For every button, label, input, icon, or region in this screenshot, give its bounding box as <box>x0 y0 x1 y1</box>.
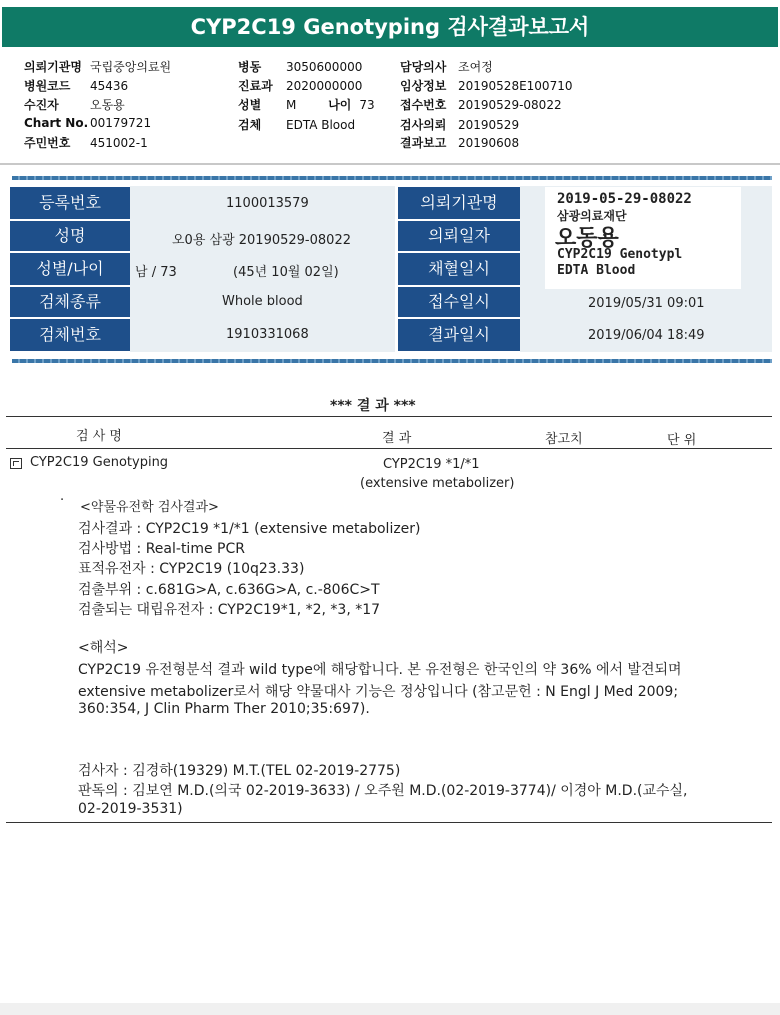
header-value: 45436 <box>90 79 129 93</box>
sex-age-value: 남 / 73 <box>135 265 177 280</box>
header-label: 접수번호 <box>400 98 447 112</box>
header-row <box>24 134 148 151</box>
sticker-line: 삼광의료재단 <box>557 209 627 223</box>
staff-line: 02-2019-3531) <box>78 801 183 817</box>
info-label: 채혈일시 <box>398 253 520 285</box>
header-value: 20190608 <box>458 136 520 150</box>
info-label: 성별/나이 <box>10 253 130 285</box>
header-row <box>400 116 519 133</box>
header-value: 국립중앙의료원 <box>90 60 172 74</box>
divider <box>6 416 772 417</box>
column-header-name: 검 사 명 <box>76 429 122 444</box>
column-header-unit: 단 위 <box>667 433 697 448</box>
info-label: 의뢰일자 <box>398 221 520 251</box>
info-value: 오0용 삼광 20190529-08022 <box>172 233 351 248</box>
info-label: 등록번호 <box>10 187 130 219</box>
detail-line: 검사결과 : CYP2C19 *1/*1 (extensive metabolizer) <box>78 521 421 537</box>
divider <box>12 176 772 180</box>
header-row <box>238 58 362 75</box>
divider <box>6 448 772 449</box>
info-label: 의뢰기관명 <box>398 187 520 219</box>
header-row <box>24 116 151 130</box>
interpretation-line: CYP2C19 유전형분석 결과 wild type에 해당합니다. 본 유전형은 한국인의 약 36% 에서 발견되며 <box>78 662 682 678</box>
info-label: 검체종류 <box>10 287 130 317</box>
age-label: 나이 <box>328 98 352 112</box>
header-value: M <box>286 98 297 112</box>
result-phenotype: (extensive metabolizer) <box>360 476 515 491</box>
info-label: 접수일시 <box>398 287 520 317</box>
header-row <box>238 77 362 94</box>
column-header-result: 결 과 <box>382 431 412 446</box>
header-label: 진료과 <box>238 79 273 93</box>
result-value: CYP2C19 *1/*1 <box>383 457 480 472</box>
header-label: 검체 <box>238 118 262 132</box>
header-label: 주민번호 <box>24 136 71 150</box>
header-label: 성별 <box>238 98 262 112</box>
report-title: CYP2C19 Genotyping 검사결과보고서 <box>2 7 778 47</box>
header-label: 담당의사 <box>400 60 447 74</box>
results-heading: *** 결 과 *** <box>330 398 416 414</box>
detail-line: 검출되는 대립유전자 : CYP2C19*1, *2, *3, *17 <box>78 602 381 618</box>
sticker-line: 2019-05-29-08022 <box>557 191 692 207</box>
column-header-reference: 참고치 <box>545 432 583 447</box>
header-label: 수진자 <box>24 98 59 112</box>
header-value: 20190529 <box>458 118 520 132</box>
header-value: 00179721 <box>90 116 152 130</box>
page-footer-band <box>0 1003 780 1015</box>
header-row <box>24 96 125 113</box>
header-value: 20190529-08022 <box>458 98 562 112</box>
divider <box>6 822 772 823</box>
header-label: 결과보고 <box>400 136 447 150</box>
test-name: CYP2C19 Genotyping <box>30 455 169 470</box>
header-label: 의뢰기관명 <box>24 60 82 74</box>
info-value: (45년 10월 02일) <box>233 265 339 280</box>
staff-line: 판독의 : 김보연 M.D.(의국 02-2019-3633) / 오주원 M.D.(02-2019-3774)/ 이경아 M.D.(교수실, <box>78 783 688 799</box>
header-row <box>400 134 519 151</box>
header-value: 2020000000 <box>286 79 363 93</box>
header-label: 검사의뢰 <box>400 118 447 132</box>
divider <box>12 359 772 363</box>
detail-line: 표적유전자 : CYP2C19 (10q23.33) <box>78 561 305 577</box>
interpretation-line: extensive metabolizer로서 해당 약물대사 기능은 정상입니다 (참고문헌 : N Engl J Med 2009; <box>78 684 679 700</box>
header-row <box>400 58 493 75</box>
header-value: 조여정 <box>458 60 493 74</box>
header-row <box>238 116 355 133</box>
info-label: 성명 <box>10 221 130 251</box>
header-value: 3050600000 <box>286 60 363 74</box>
sticker-name: 오동용 <box>555 226 619 251</box>
section-title: <약물유전학 검사결과> <box>80 500 219 515</box>
sticker-line: CYP2C19 Genotypl <box>557 247 683 262</box>
header-value: EDTA Blood <box>286 118 356 132</box>
sticker-line: EDTA Blood <box>557 263 636 278</box>
age-value: 73 <box>359 98 375 112</box>
detail-line: 검사방법 : Real-time PCR <box>78 541 245 557</box>
checkbox-icon <box>10 458 22 469</box>
header-label: 병동 <box>238 60 262 74</box>
detail-line: 검출부위 : c.681G>A, c.636G>A, c.-806C>T <box>78 582 380 598</box>
header-value: 451002-1 <box>90 136 148 150</box>
header-row <box>24 77 128 94</box>
info-value: 1100013579 <box>226 196 309 211</box>
bullet: · <box>60 493 65 508</box>
header-label: 병원코드 <box>24 79 71 93</box>
header-label: Chart No. <box>24 116 89 130</box>
info-value: Whole blood <box>222 294 303 309</box>
divider <box>0 163 780 165</box>
header-row <box>400 96 562 113</box>
header-value: 오동용 <box>90 98 125 112</box>
header-row <box>400 77 572 94</box>
info-value: 1910331068 <box>226 327 309 342</box>
header-row <box>24 58 171 75</box>
header-label: 임상정보 <box>400 79 447 93</box>
interpretation-line: 360:354, J Clin Pharm Ther 2010;35:697). <box>78 701 370 717</box>
info-value: 2019/06/04 18:49 <box>588 328 705 343</box>
section-title: <해석> <box>78 640 129 656</box>
info-label: 결과일시 <box>398 319 520 351</box>
specimen-sticker <box>545 187 741 289</box>
header-row <box>238 96 375 113</box>
info-label: 검체번호 <box>10 319 130 351</box>
staff-line: 검사자 : 김경하(19329) M.T.(TEL 02-2019-2775) <box>78 763 401 779</box>
header-value: 20190528E100710 <box>458 79 573 93</box>
info-value: 2019/05/31 09:01 <box>588 296 705 311</box>
